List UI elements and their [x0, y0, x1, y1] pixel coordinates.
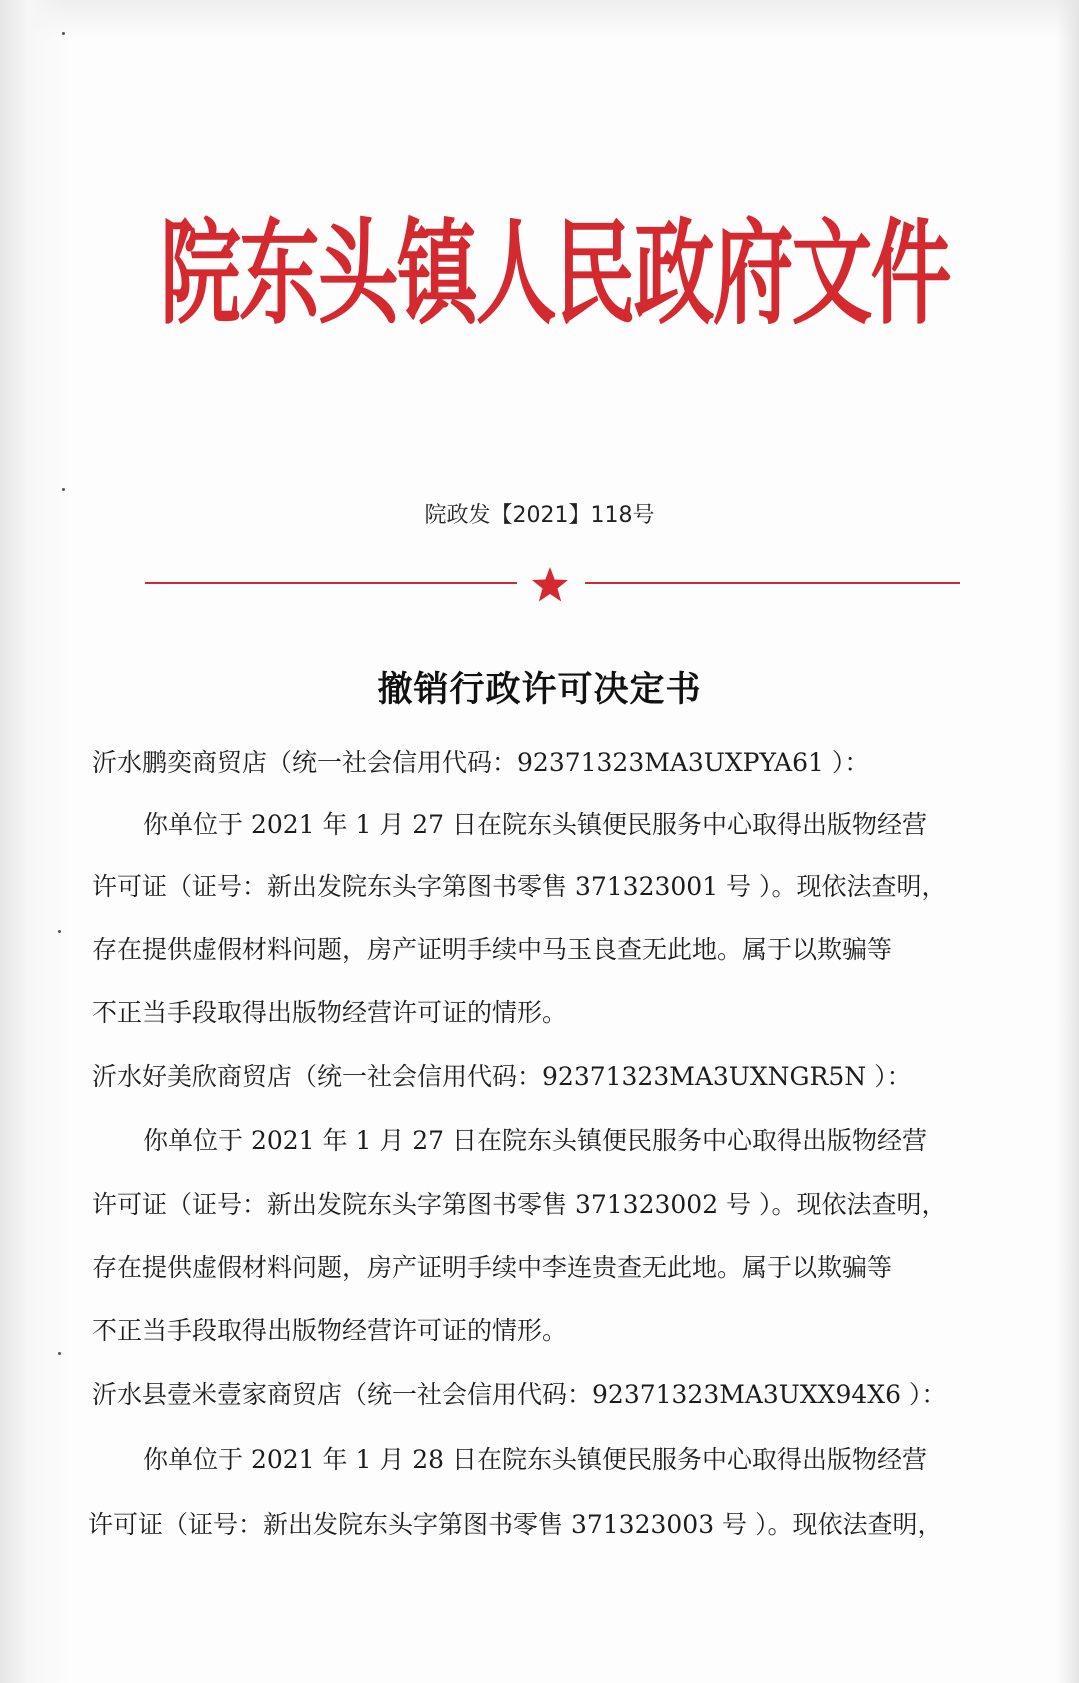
scan-speck: [62, 488, 65, 491]
red-star-icon: [530, 565, 570, 605]
paragraph-line: 许可证（证号：新出发院东头字第图书零售 371323001 号 ）。现依法查明，: [92, 872, 947, 901]
scan-speck: [58, 930, 61, 933]
document-number: 院政发【2021】118号: [424, 503, 655, 528]
addressee-line: 沂水好美欣商贸店（统一社会信用代码：92371323MA3UXNGR5N ）：: [92, 1062, 912, 1091]
paragraph-line: 存在提供虚假材料问题，房产证明手续中李连贵查无此地。属于以欺骗等: [92, 1253, 893, 1282]
page-left-shadow: [0, 0, 70, 1683]
paragraph-line: 你单位于 2021 年 1 月 28 日在院东头镇便民服务中心取得出版物经营: [143, 1445, 928, 1474]
red-rule-right: [585, 582, 960, 584]
page-top-shadow: [0, 0, 1079, 40]
red-rule-left: [145, 582, 517, 584]
paragraph-line: 许可证（证号：新出发院东头字第图书零售 371323003 号 ）。现依法查明，: [88, 1510, 943, 1539]
paragraph-line: 许可证（证号：新出发院东头字第图书零售 371323002 号 ）。现依法查明，: [92, 1190, 947, 1219]
scan-speck: [62, 32, 65, 35]
page-right-shadow: [1057, 0, 1079, 1683]
paragraph-line: 不正当手段取得出版物经营许可证的情形。: [92, 998, 568, 1027]
paragraph-line: 你单位于 2021 年 1 月 27 日在院东头镇便民服务中心取得出版物经营: [143, 1126, 928, 1155]
paragraph-line: 你单位于 2021 年 1 月 27 日在院东头镇便民服务中心取得出版物经营: [143, 810, 928, 839]
addressee-line: 沂水鹏奕商贸店（统一社会信用代码：92371323MA3UXPYA61 ）：: [92, 748, 870, 777]
paragraph-line: 存在提供虚假材料问题，房产证明手续中马玉良查无此地。属于以欺骗等: [92, 935, 893, 964]
paragraph-line: 不正当手段取得出版物经营许可证的情形。: [92, 1316, 568, 1345]
addressee-line: 沂水县壹米壹家商贸店（统一社会信用代码：92371323MA3UXX94X6 ）：: [92, 1380, 947, 1409]
scan-speck: [58, 1352, 61, 1355]
document-title: 撤销行政许可决定书: [377, 670, 702, 710]
masthead-title: 院东头镇人民政府文件: [160, 207, 950, 341]
